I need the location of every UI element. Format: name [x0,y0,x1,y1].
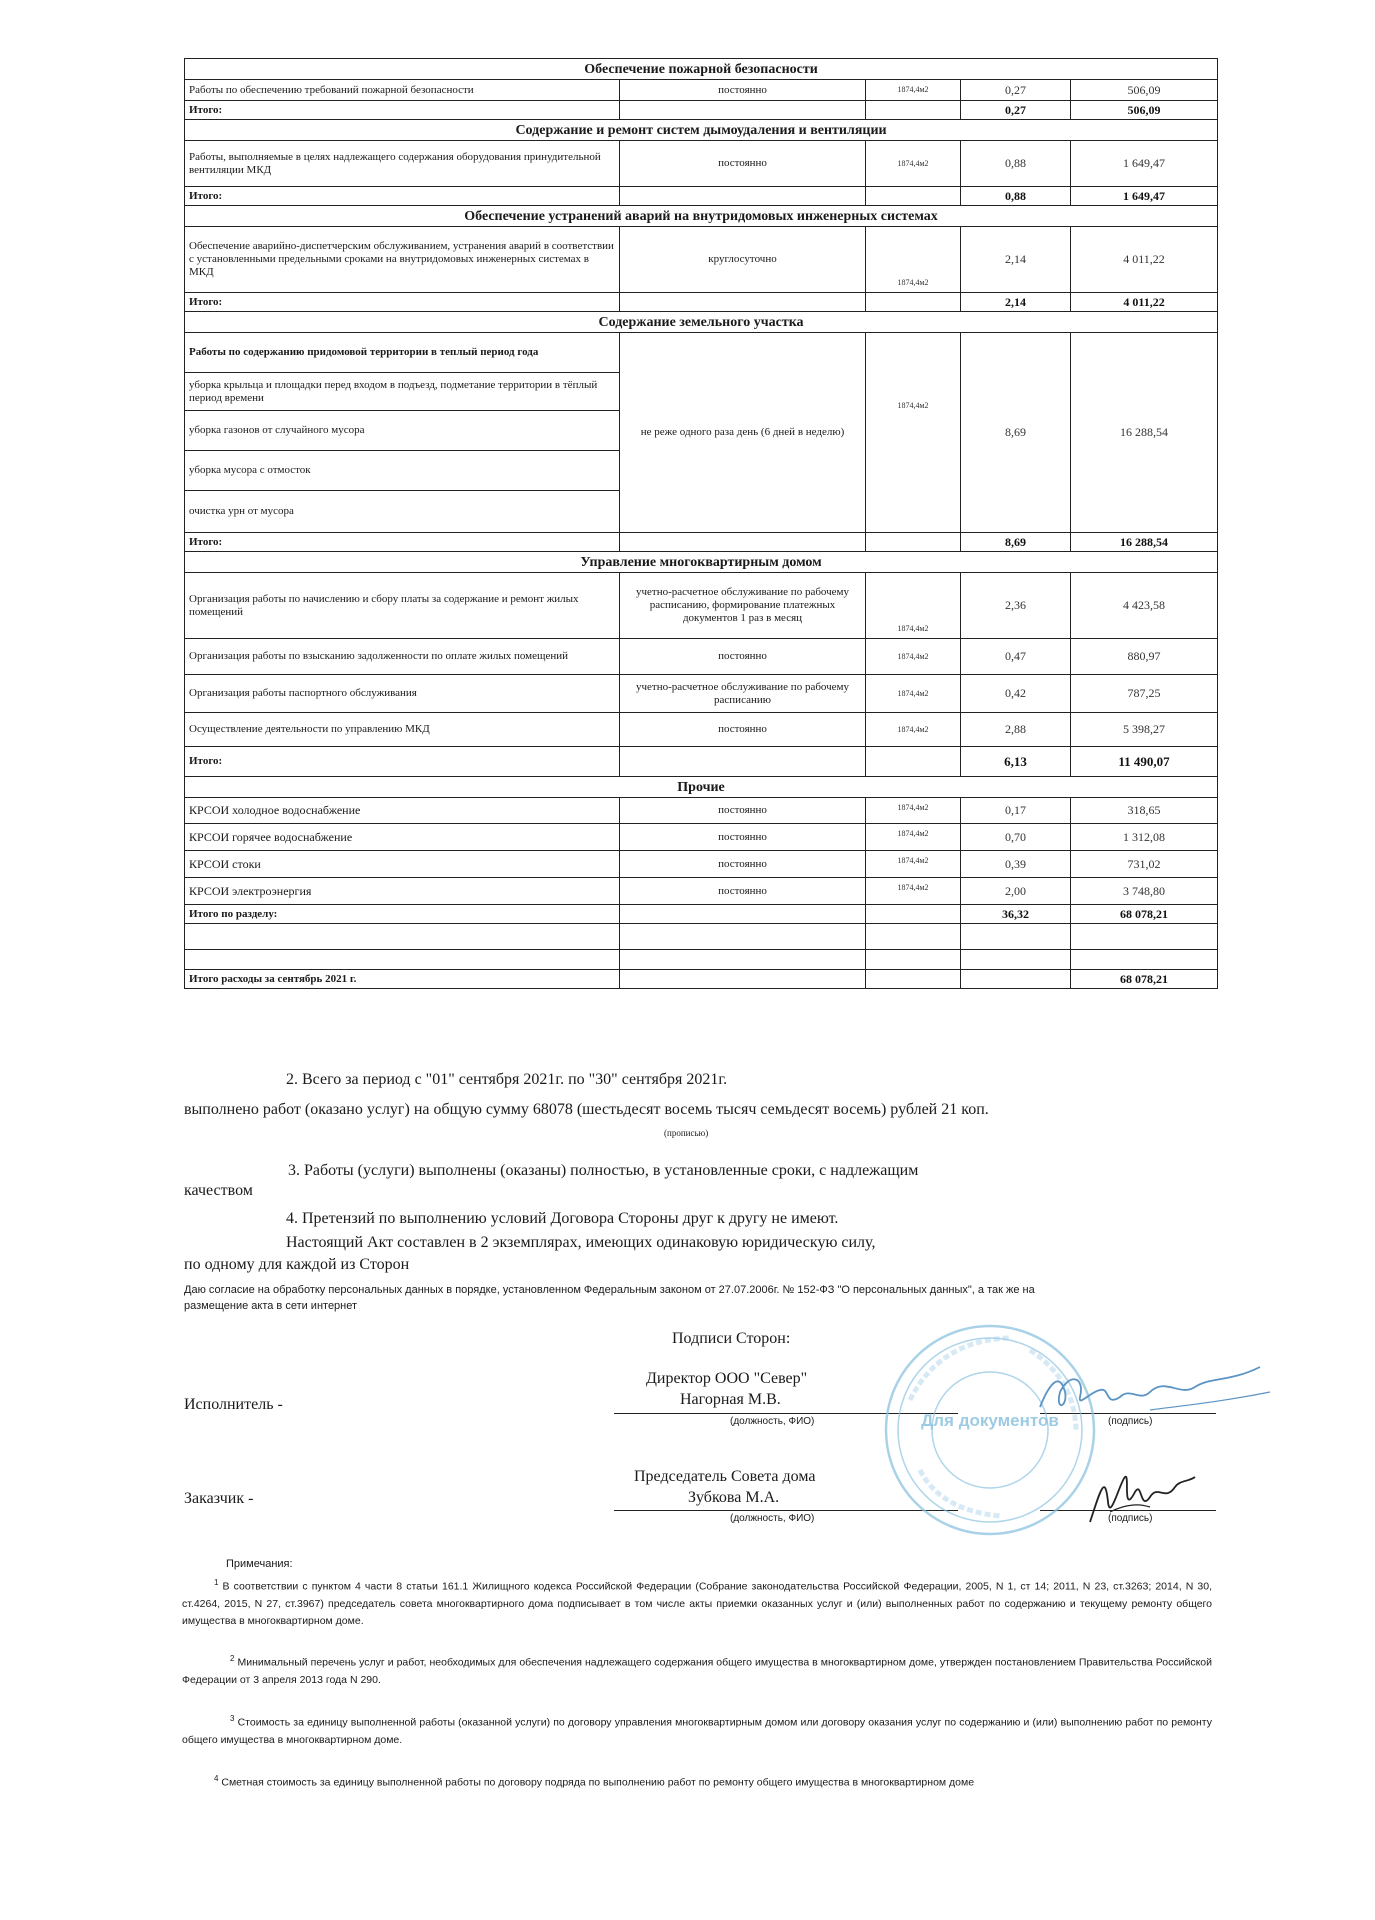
row-frequency: учетно-расчетное обслуживание по рабочему расписанию [620,675,866,713]
row-rate: 2,36 [961,573,1071,639]
section-total-rate: 36,32 [961,905,1071,924]
row-frequency: постоянно [620,80,866,101]
section-title-other: Прочие [185,777,1218,798]
total-sum: 4 011,22 [1071,293,1218,312]
total-rate: 0,88 [961,187,1071,206]
land-rate: 8,69 [961,333,1071,533]
row-area: 1874,4м2 [866,80,961,101]
row-rate: 2,88 [961,713,1071,747]
row-rate: 0,27 [961,80,1071,101]
row-rate: 2,14 [961,227,1071,293]
empty-cell [620,924,866,950]
total-rate: 2,14 [961,293,1071,312]
executor-name: Нагорная М.В. [680,1391,781,1408]
total-sum: 11 490,07 [1071,747,1218,777]
row-rate: 0,70 [961,824,1071,851]
empty-cell [866,950,961,970]
paragraph-4: 4. Претензий по выполнению условий Договора Стороны друг к другу не имеют. [286,1210,839,1227]
empty-cell [620,747,866,777]
executor-signature [1030,1362,1280,1422]
row-frequency: учетно-расчетное обслуживание по рабочему расписанию, формирование платежных документов 1 раз в месяц [620,573,866,639]
section-total-label: Итого по разделу: [185,905,620,924]
row-rate: 0,42 [961,675,1071,713]
row-sum: 318,65 [1071,798,1218,824]
empty-cell [866,101,961,120]
empty-cell [866,187,961,206]
row-name: Работы по обеспечению требований пожарной безопасности [185,80,620,101]
row-name: Обеспечение аварийно-диспетчерским обслуживанием, устранения аварий в соответствии с установленными предельными сроками на внутридомовых инженерных системах в МКД [185,227,620,293]
empty-cell [866,747,961,777]
row-frequency: круглосуточно [620,227,866,293]
row-rate: 0,88 [961,141,1071,187]
notes-title: Примечания: [226,1558,293,1570]
row-sum: 880,97 [1071,639,1218,675]
row-sum: 4 423,58 [1071,573,1218,639]
executor-position: Директор ООО "Север" [646,1370,808,1387]
row-frequency: постоянно [620,798,866,824]
note-1-number: 1 [214,1578,219,1587]
empty-cell [961,970,1071,989]
land-area: 1874,4м2 [866,333,961,533]
empty-cell [866,533,961,552]
paragraph-3-line-2: качеством [184,1182,253,1199]
row-area: 1874,4м2 [866,675,961,713]
row-frequency: постоянно [620,639,866,675]
paragraph-5-line-2: по одному для каждой из Сторон [184,1256,410,1273]
section-title-land: Содержание земельного участка [185,312,1218,333]
row-rate: 0,47 [961,639,1071,675]
row-frequency: постоянно [620,824,866,851]
empty-cell [1071,950,1218,970]
consent-line-2: размещение акта в сети интернет [184,1300,358,1312]
row-sum: 1 312,08 [1071,824,1218,851]
customer-position-caption: (должность, ФИО) [730,1513,815,1524]
total-label: Итого: [185,293,620,312]
land-item: уборка газонов от случайного мусора [185,411,620,451]
note-4-text: Сметная стоимость за единицу выполненной работы по договору подряда по выполнению работ по ремонту общего имущества в многоквартирном доме [221,1776,975,1789]
row-frequency: постоянно [620,878,866,905]
empty-cell [961,950,1071,970]
row-frequency: постоянно [620,713,866,747]
note-4-number: 4 [214,1774,219,1783]
propisyu-caption: (прописью) [664,1128,709,1138]
customer-label: Заказчик - [184,1490,254,1507]
row-name: Организация работы паспортного обслуживания [185,675,620,713]
row-area: 1874,4м2 [866,227,961,293]
row-rate: 0,39 [961,851,1071,878]
row-name: Работы, выполняемые в целях надлежащего содержания оборудования принудительной вентиляции МКД [185,141,620,187]
land-header-row: Работы по содержанию придомовой территории в теплый период года [185,333,620,373]
total-label: Итого: [185,747,620,777]
row-sum: 1 649,47 [1071,141,1218,187]
customer-signature [1080,1462,1200,1532]
row-name: Осуществление деятельности по управлению МКД [185,713,620,747]
empty-cell [1071,924,1218,950]
empty-cell [866,970,961,989]
grand-total-sum: 68 078,21 [1071,970,1218,989]
land-sum: 16 288,54 [1071,333,1218,533]
executor-sign-caption: (подпись) [1108,1416,1153,1427]
customer-name: Зубкова М.А. [688,1489,780,1506]
paragraph-2-line-2: выполнено работ (оказано услуг) на общую сумму 68078 (шестьдесят восемь тысяч семьдесят восемь) рублей 21 коп. [184,1101,989,1118]
empty-cell [620,101,866,120]
row-frequency: постоянно [620,851,866,878]
executor-position-caption: (должность, ФИО) [730,1416,815,1427]
empty-cell [620,293,866,312]
row-name: КРСОИ холодное водоснабжение [185,798,620,824]
customer-sign-caption: (подпись) [1108,1513,1153,1524]
row-sum: 5 398,27 [1071,713,1218,747]
paragraph-5-line-1: Настоящий Акт составлен в 2 экземплярах, имеющих одинаковую юридическую силу, [286,1234,876,1251]
empty-cell [866,905,961,924]
row-area: 1874,4м2 [866,639,961,675]
signatures-title: Подписи Сторон: [672,1330,791,1347]
empty-cell [866,924,961,950]
note-4 [182,1770,1212,1792]
row-name: Организация работы по начислению и сбору платы за содержание и ремонт жилых помещений [185,573,620,639]
total-label: Итого: [185,187,620,206]
note-2-text: Минимальный перечень услуг и работ, необходимых для обеспечения надлежащего содержания общего имущества в многоквартирном доме, утвержден постановлением Правительства Российской Федерации от 3 апреля 2013 года N 290. [182,1656,1213,1686]
empty-cell [866,293,961,312]
consent-line-1: Даю согласие на обработку персональных данных в порядке, установленном Федеральным законом от 27.07.2006г. № 152-ФЗ "О персональных данных", а так же на [184,1284,1035,1296]
section-title-management: Управление многоквартирным домом [185,552,1218,573]
section-title-emergency: Обеспечение устранений аварий на внутридомовых инженерных системах [185,206,1218,227]
empty-cell [620,950,866,970]
company-stamp [880,1320,1100,1540]
land-item: уборка крыльца и площадки перед входом в подъезд, подметание территории в тёплый период времени [185,373,620,411]
row-name: КРСОИ горячее водоснабжение [185,824,620,851]
total-sum: 16 288,54 [1071,533,1218,552]
land-item: уборка мусора с отмосток [185,451,620,491]
total-sum: 1 649,47 [1071,187,1218,206]
section-total-sum: 68 078,21 [1071,905,1218,924]
row-rate: 2,00 [961,878,1071,905]
total-label: Итого: [185,533,620,552]
total-rate: 6,13 [961,747,1071,777]
executor-label: Исполнитель - [184,1396,283,1413]
empty-cell [620,187,866,206]
note-3-text: Стоимость за единицу выполненной работы (оказанной услуги) по договору управления многоквартирным домом или договору оказания услуг по содержанию и (или) выполнению работ по ремонту общего имущества в многоквартирном доме. [182,1716,1212,1746]
services-table [184,58,1218,989]
row-rate: 0,17 [961,798,1071,824]
note-1-text: В соответствии с пунктом 4 части 8 статьи 161.1 Жилищного кодекса Российской Федерации (Собрание законодательства Российской Федерации, 2005, N 1, ст 14; 2011, N 23, ст.3263; 2014, N 30, ст.4264, 2015, N 27, ст.3967) председатель совета многоквартирного дома подписывает в том числе акты приемки оказанных услуг и (или) выполненных работ по содержанию и текущему ремонту общего имущества в многоквартирном доме. [182,1580,1212,1627]
empty-cell [185,950,620,970]
row-area: 1874,4м2 [866,851,961,878]
total-label: Итого: [185,101,620,120]
total-rate: 0,27 [961,101,1071,120]
empty-cell [620,533,866,552]
paragraph-2-line-1: 2. Всего за период с "01" сентября 2021г. по "30" сентября 2021г. [286,1071,728,1088]
row-name: Организация работы по взысканию задолженности по оплате жилых помещений [185,639,620,675]
note-3 [182,1710,1212,1749]
grand-total-label: Итого расходы за сентябрь 2021 г. [185,970,620,989]
note-2 [182,1650,1212,1689]
paragraph-3-line-1: 3. Работы (услуги) выполнены (оказаны) полностью, в установленные сроки, с надлежащим [288,1162,919,1179]
row-area: 1874,4м2 [866,878,961,905]
row-area: 1874,4м2 [866,798,961,824]
empty-cell [961,924,1071,950]
section-title-fire: Обеспечение пожарной безопасности [185,59,1218,80]
row-area: 1874,4м2 [866,713,961,747]
customer-position: Председатель Совета дома [634,1468,816,1485]
note-1 [182,1574,1212,1630]
row-area: 1874,4м2 [866,141,961,187]
empty-cell [620,905,866,924]
empty-cell [620,970,866,989]
row-sum: 787,25 [1071,675,1218,713]
row-sum: 731,02 [1071,851,1218,878]
row-area: 1874,4м2 [866,573,961,639]
row-area: 1874,4м2 [866,824,961,851]
row-sum: 506,09 [1071,80,1218,101]
row-sum: 3 748,80 [1071,878,1218,905]
row-sum: 4 011,22 [1071,227,1218,293]
section-title-smoke: Содержание и ремонт систем дымоудаления и вентиляции [185,120,1218,141]
note-2-number: 2 [230,1654,235,1663]
total-rate: 8,69 [961,533,1071,552]
total-sum: 506,09 [1071,101,1218,120]
row-name: КРСОИ электроэнергия [185,878,620,905]
land-item: очистка урн от мусора [185,491,620,533]
note-3-number: 3 [230,1714,235,1723]
row-frequency: постоянно [620,141,866,187]
land-frequency: не реже одного раза день (6 дней в неделю) [620,333,866,533]
empty-cell [185,924,620,950]
row-name: КРСОИ стоки [185,851,620,878]
stamp-text: Для документов [921,1411,1059,1430]
